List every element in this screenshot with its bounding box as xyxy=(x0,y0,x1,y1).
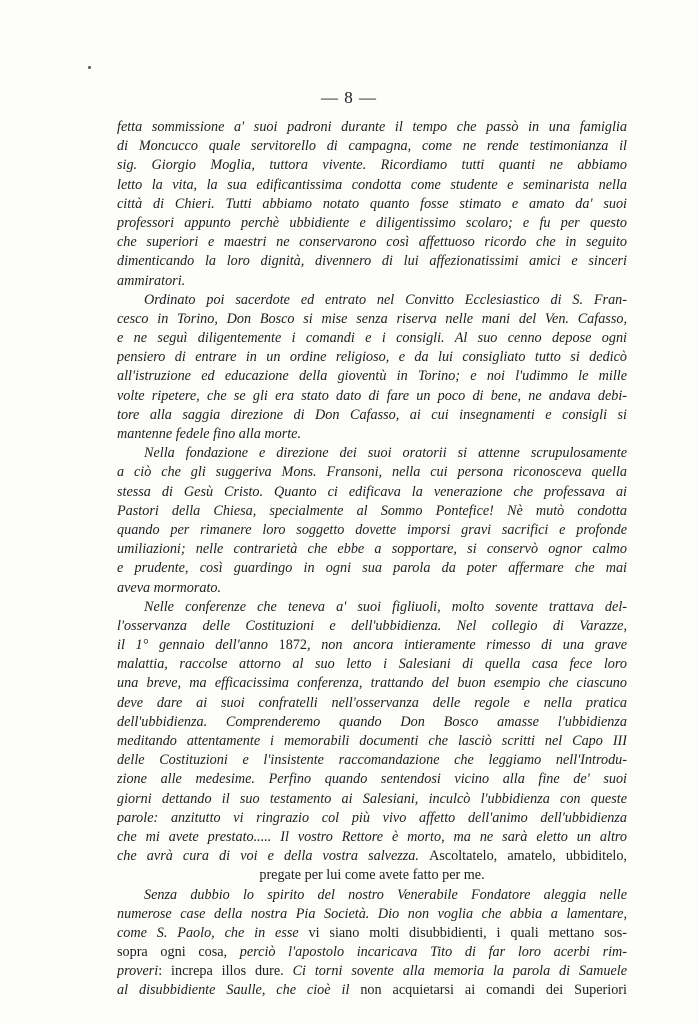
text-segment: fetta sommissione a' suoi padroni durante il tempo che passò in una famiglia xyxy=(117,119,627,135)
text-line xyxy=(117,809,627,828)
text-line xyxy=(117,310,627,329)
text-segment: Ci torni sovente alla memoria la parola di Samuele xyxy=(292,963,627,980)
text-line xyxy=(117,732,627,751)
text-line xyxy=(117,694,627,713)
text-segment: giorni dettando il suo testamento ai Salesiani, inculcò l'ubbidienza con queste xyxy=(117,790,627,807)
text-segment: stessa di Gesù Cristo. Quanto ci edificava la venerazione che professava ai xyxy=(117,483,627,500)
text-segment: numerose case della nostra Pia Società. Dio non voglia che abbia a lamentare, xyxy=(117,905,627,922)
text-segment: tore alla saggia direzione di Don Cafasso, ai cui insegnamenti e consigli si xyxy=(117,406,627,423)
text-segment: : increpa illos dure. xyxy=(158,963,293,980)
text-segment: cesco in Torino, Don Bosco si mise senza riserva nelle mani del Ven. Cafasso, xyxy=(117,310,627,327)
text-segment: aveva mormorato. xyxy=(117,579,222,596)
text-line xyxy=(117,905,627,924)
text-segment: il 1° gennaio dell'anno xyxy=(117,637,279,654)
body-text xyxy=(117,118,627,1001)
text-line xyxy=(117,156,627,175)
text-line xyxy=(117,233,627,252)
text-segment: Nella fondazione e direzione dei suoi oratorii si attenne scrupulosamente xyxy=(144,445,627,462)
text-line xyxy=(117,195,627,214)
text-line xyxy=(117,713,627,732)
text-segment: volte ripetere, che se gli era stato dato di fare un poco di bene, ne andava debi- xyxy=(117,387,627,404)
text-line xyxy=(117,118,627,137)
text-segment: che avrà cura di voi e della vostra salvezza. xyxy=(117,848,430,865)
text-segment: pregate per lui come avete fatto per me. xyxy=(259,867,485,884)
text-line xyxy=(117,176,627,195)
text-segment: all'istruzione ed educazione della gioventù in Torino; e noi l'udimmo le mille xyxy=(117,368,627,385)
text-line xyxy=(117,483,627,502)
text-segment: come S. Paolo, che in esse xyxy=(117,924,309,941)
text-line xyxy=(117,770,627,789)
text-line xyxy=(117,214,627,233)
text-line xyxy=(117,924,627,943)
text-line xyxy=(117,291,627,310)
text-segment: sopra ogni cosa, xyxy=(117,944,240,961)
text-segment: dimenticando la loro dignità, divennero di lui affezionatissimi amici e sinceri xyxy=(117,253,627,270)
text-segment: perciò l'apostolo incaricava Tito di far loro acerbi rim- xyxy=(239,944,627,961)
text-segment: delle Costituzioni e l'insistente raccomandazione che leggiamo nell'Introdu- xyxy=(117,752,627,769)
text-line xyxy=(117,463,627,482)
text-segment: dell'ubbidienza. Comprenderemo quando Don Bosco amasse l'ubbidienza xyxy=(117,713,627,730)
text-line xyxy=(117,406,627,425)
text-segment: Pastori della Chiesa, specialmente al Sommo Pontefice! Nè mutò condotta xyxy=(117,502,627,519)
text-segment: non acquietarsi ai comandi dei Superiori xyxy=(360,982,627,999)
text-segment: pensiero di entrare in un ordine religioso, e da lui consigliato tutto si dedicò xyxy=(117,349,627,366)
text-line xyxy=(117,425,627,444)
text-line xyxy=(117,790,627,809)
text-segment: e ne seguì diligentemente i comandi e i consigli. Al suo cenno depose ogni xyxy=(117,330,627,347)
text-line xyxy=(117,387,627,406)
text-line xyxy=(117,962,627,981)
text-segment: città di Chieri. Tutti abbiamo notato quanto fosse stimato e amato da' suoi xyxy=(117,195,627,212)
text-line xyxy=(117,579,627,598)
text-line xyxy=(117,866,627,885)
text-line xyxy=(117,828,627,847)
text-segment: a ciò che gli suggeriva Mons. Fransoni, nella cui persona riconosceva quella xyxy=(117,464,627,481)
text-line xyxy=(117,636,627,655)
text-segment: meditando attentamente i memorabili documenti che lasciò scritti nel Capo III xyxy=(117,733,627,749)
text-segment: una breve, ma efficacissima conferenza, trattando del buon esempio che ciascuno xyxy=(117,675,627,692)
text-segment: che superiori e maestri ne conservarono così affettuoso ricordo che in seguito xyxy=(117,234,627,251)
text-line xyxy=(117,502,627,521)
text-line xyxy=(117,521,627,540)
text-line xyxy=(117,617,627,636)
text-segment: quando per rimanere loro soggetto dovette imporsi gravi sacrifici e profonde xyxy=(117,521,627,538)
text-segment: proveri xyxy=(117,963,159,980)
text-segment: vi siano molti disubbidienti, i quali mettano sos- xyxy=(308,924,627,941)
text-segment: al disubbidiente Saulle, che cioè il xyxy=(117,982,361,999)
text-line xyxy=(117,886,627,905)
speck-mark xyxy=(88,66,91,69)
text-line xyxy=(117,847,627,866)
text-segment: di Moncucco quale servitorello di campagna, come ne rende testimonianza il xyxy=(117,138,627,155)
text-line xyxy=(117,655,627,674)
text-segment: zione alle medesime. Perfino quando sentendosi vicino alla fine de' suoi xyxy=(117,771,627,788)
text-segment: malattia, raccolse attorno al suo letto i Salesiani di quella casa fece loro xyxy=(117,656,627,673)
text-line xyxy=(117,981,627,1000)
text-line xyxy=(117,367,627,386)
text-segment: Senza dubbio lo spirito del nostro Venerabile Fondatore aleggia nelle xyxy=(144,886,627,903)
text-line xyxy=(117,751,627,770)
text-segment: Ordinato poi sacerdote ed entrato nel Convitto Ecclesiastico di S. Fran- xyxy=(144,291,627,308)
text-segment: l'osservanza delle Costituzioni e dell'ubbidienza. Nel collegio di Varazze, xyxy=(117,617,627,634)
text-segment: Nelle conferenze che teneva a' suoi figliuoli, molto sovente trattava del- xyxy=(144,598,627,615)
text-line xyxy=(117,674,627,693)
text-segment: e prudente, così guardingo in ogni sua parola da poter affermare che mai xyxy=(117,560,627,577)
text-segment: letto la vita, la sua edificantissima condotta come studente e seminarista nella xyxy=(117,176,627,193)
text-segment: 1872 xyxy=(278,637,307,654)
text-line xyxy=(117,329,627,348)
page-number: — 8 — xyxy=(321,88,377,107)
text-line xyxy=(117,540,627,559)
text-line xyxy=(117,348,627,367)
text-segment: professori appunto perchè ubbidiente e diligentissimo scolaro; e fu per questo xyxy=(117,214,627,231)
text-line xyxy=(117,943,627,962)
text-line xyxy=(117,559,627,578)
text-line xyxy=(117,272,627,291)
text-segment: che mi avete prestato..... Il vostro Rettore è morto, ma ne sarà eletto un altro xyxy=(117,828,627,845)
text-segment: ammiratori. xyxy=(117,272,186,289)
text-segment: sig. Giorgio Moglia, tuttora vivente. Ricordiamo tutti quanti ne abbiamo xyxy=(117,157,627,174)
text-segment: umiliazioni; nelle contrarietà che ebbe a sopportare, si conservò ognor calmo xyxy=(117,541,627,558)
text-line xyxy=(117,598,627,617)
text-line xyxy=(117,137,627,156)
text-segment: mantenne fedele fino alla morte. xyxy=(117,426,302,442)
text-segment: , non ancora intieramente rimesso di una grave xyxy=(307,637,627,654)
text-segment: deve dare ai suoi confratelli nell'osservanza delle regole e nella pratica xyxy=(117,694,627,711)
text-line xyxy=(117,444,627,463)
text-line xyxy=(117,252,627,271)
text-segment: parole: anzitutto vi ringrazio col più vivo affetto dell'animo dell'ubbidienza xyxy=(117,809,627,826)
text-segment: Ascoltatelo, amatelo, ubbiditelo, xyxy=(429,848,627,865)
